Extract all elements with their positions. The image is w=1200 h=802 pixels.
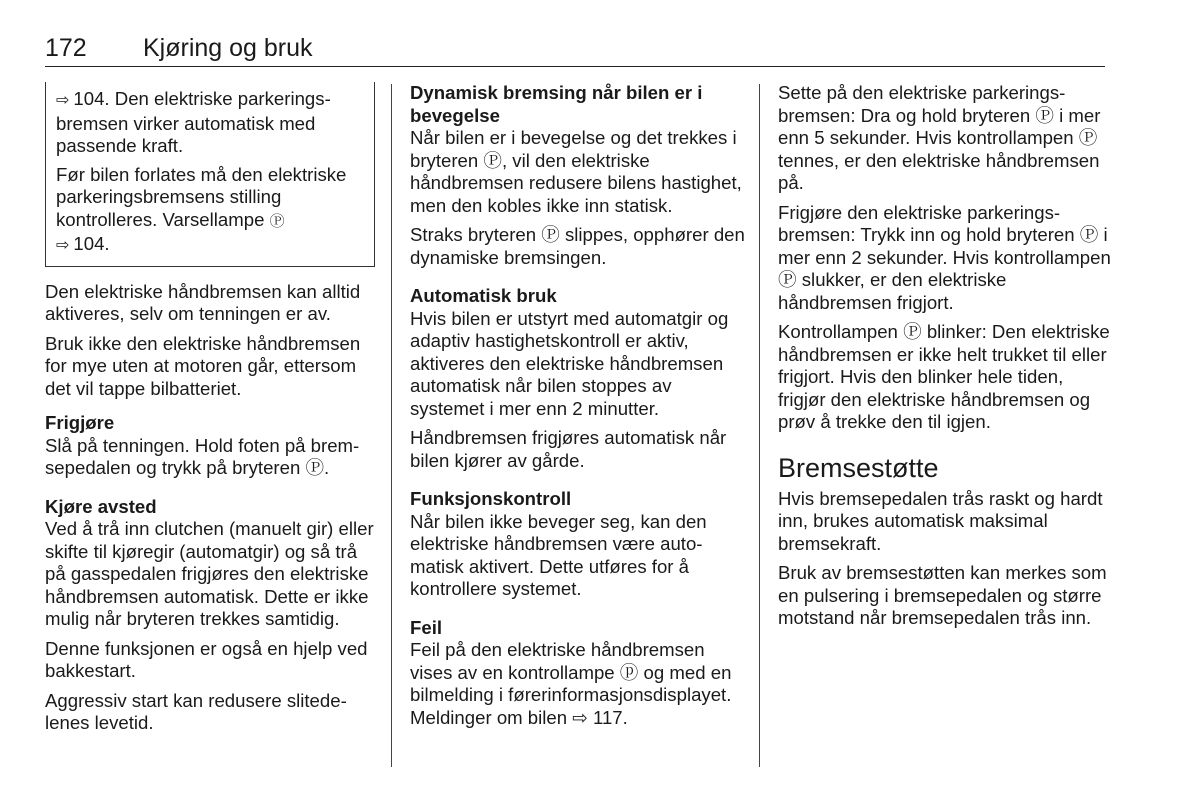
note-paragraph: Før bilen forlates må den elektriske parkeringsbremsens stilling kontrolleres. Varsellampe Ⓟ ⇨ 104. bbox=[56, 163, 347, 254]
page-reference-arrow-icon: ⇨ bbox=[56, 237, 70, 254]
body-paragraph: Når bilen er i bevegelse og det trekkes i bryteren Ⓟ, vil den elektriske håndbremsen redusere bilens hastighet, men den kobles ikke inn statisk. bbox=[410, 127, 742, 216]
column-2 bbox=[410, 82, 745, 729]
body-paragraph: Håndbremsen frigjøres automatisk når bilen kjører av gårde. bbox=[410, 427, 727, 471]
body-paragraph: Hvis bilen er utstyrt med automatgir og adaptiv hastighetskontroll er aktiv, aktiveres den elektriske håndbremsen automatisk når bilen stoppes av systemet i mer enn 2 minutter. bbox=[410, 307, 729, 419]
body-paragraph: Bruk ikke den elektriske håndbremsen for mye uten at motoren går, ettersom det vil tappe bilbatteriet. bbox=[45, 332, 361, 399]
column-3 bbox=[778, 82, 1113, 637]
page-number: 172 bbox=[45, 34, 87, 62]
body-paragraph: Hvis bremsepedalen trås raskt og hardt inn, brukes automatisk maksimal bremsekraft. bbox=[778, 487, 1103, 554]
column-divider bbox=[391, 84, 392, 767]
subheading-kjore-avsted: Kjøre avsted bbox=[45, 495, 157, 517]
section-title: Kjøring og bruk bbox=[143, 34, 313, 62]
body-paragraph: Den elektriske håndbremsen kan alltid aktiveres, selv om tenningen er av. bbox=[45, 280, 361, 324]
body-paragraph: Ved å trå inn clutchen (manuelt gir) eller skifte til kjøregir (automatgir) og så trå på gasspedalen frigjøres den elektriske håndbremsen automatisk. Dette er ikke mulig når bryteren trekkes samtidig. bbox=[45, 518, 374, 629]
note-box bbox=[45, 82, 375, 267]
subheading-funksjonskontroll: Funksjonskontroll bbox=[410, 488, 572, 509]
body-paragraph: Sette på den elektriske parkeringsbremsen: Dra og hold bryteren Ⓟ i mer enn 5 sekunder. Hvis kontrollampen Ⓟ tennes, er den elektriske håndbremsen på. bbox=[778, 82, 1101, 193]
body-paragraph: Når bilen ikke beveger seg, kan den elektriske håndbremsen være automatisk aktivert. Dette utføres for å kontrollere systemet. bbox=[410, 510, 707, 599]
subheading-automatisk-bruk: Automatisk bruk bbox=[410, 285, 557, 306]
body-paragraph: Bruk av bremsestøtten kan merkes som en pulsering i bremsepedalen og større motstand når bremsepedalen trås inn. bbox=[778, 562, 1107, 628]
parking-brake-icon: Ⓟ bbox=[269, 212, 285, 230]
body-paragraph: Denne funksjonen er også en hjelp ved bakkestart. bbox=[45, 637, 368, 681]
subheading-feil: Feil bbox=[410, 616, 443, 638]
body-paragraph: Frigjøre den elektriske parkeringsbremsen: Trykk inn og hold bryteren Ⓟ i mer enn 2 sekunder. Hvis kontrollampen Ⓟ slukker, er den elektriske håndbremsen frigjort. bbox=[778, 201, 1111, 313]
body-paragraph: Kontrollampen Ⓟ blinker: Den elektriske håndbremsen er ikke helt trukket til eller frigjort. Hvis den blinker hele tiden, frigjør den elektriske håndbremsen og prøv å trekke den til igjen. bbox=[778, 321, 1110, 432]
note-paragraph: ⇨ 104. Den elektriske parkeringsbremsen virker automatisk med passende kraft. bbox=[56, 88, 331, 156]
page-reference-arrow-icon: ⇨ bbox=[56, 92, 70, 109]
subheading-dynamisk-bremsing: Dynamisk bremsing når bilen er i bevegelse bbox=[410, 82, 703, 126]
body-paragraph: Feil på den elektriske håndbremsen vises av en kontrollampe ⓟ og med en bilmelding i førerinformasjonsdisplayet. Meldinger om bilen ⇨ 117. bbox=[410, 639, 732, 728]
heading-bremsestotte: Bremsestøtte bbox=[778, 452, 939, 483]
page-header bbox=[45, 32, 1105, 67]
subheading-frigjore: Frigjøre bbox=[45, 412, 115, 433]
column-1 bbox=[45, 82, 375, 742]
body-paragraph: Slå på tenningen. Hold foten på bremsepedalen og trykk på bryteren Ⓟ. bbox=[45, 434, 360, 478]
body-paragraph: Aggressiv start kan redusere slitedelenes levetid. bbox=[45, 689, 347, 733]
column-divider bbox=[759, 84, 760, 767]
body-paragraph: Straks bryteren Ⓟ slippes, opphører den dynamiske bremsingen. bbox=[410, 224, 745, 268]
